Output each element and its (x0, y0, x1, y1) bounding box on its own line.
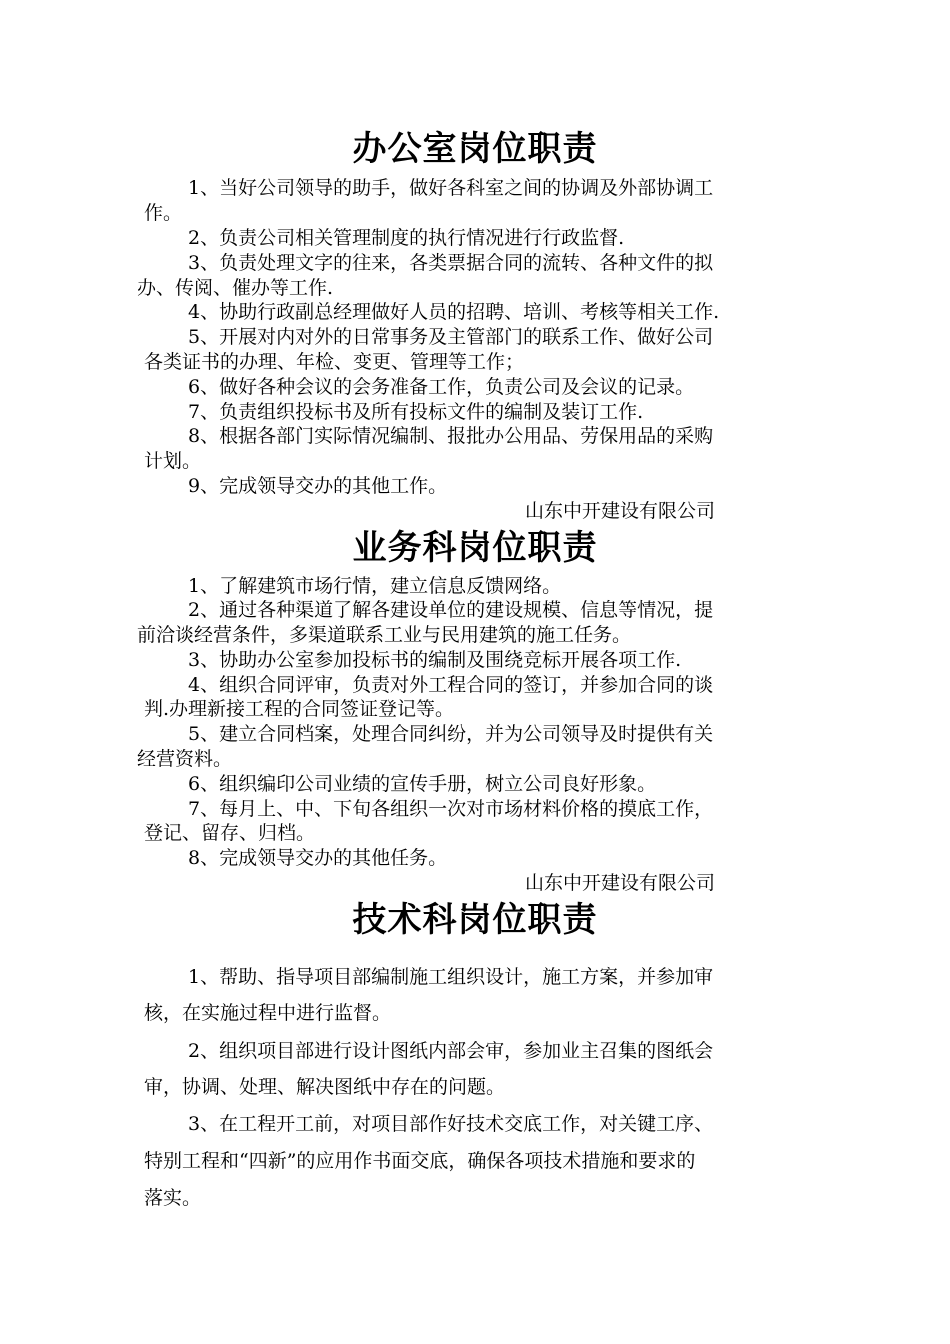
business-duty-line: 8、完成领导交办的其他任务。 (188, 847, 448, 869)
business-duty-line: 5、建立合同档案，处理合同纠纷，并为公司领导及时提供有关 (188, 723, 714, 745)
office-duty-line: 办、传阅、催办等工作. (137, 277, 334, 299)
business-duty-line: 前洽谈经营条件，多渠道联系工业与民用建筑的施工任务。 (137, 624, 632, 646)
business-duty-line: 登记、留存、归档。 (144, 822, 316, 844)
technical-duty-line: 1、帮助、指导项目部编制施工组织设计，施工方案，并参加审 (188, 966, 714, 988)
business-duty-line: 6、组织编印公司业绩的宣传手册，树立公司良好形象。 (188, 773, 657, 795)
business-duty-line: 判.办理新接工程的合同签证登记等。 (144, 698, 455, 720)
office-duty-line: 3、负责处理文字的往来，各类票据合同的流转、各种文件的拟 (188, 252, 714, 274)
business-duty-line: 3、协助办公室参加投标书的编制及围绕竞标开展各项工作. (188, 649, 682, 671)
office-duty-line: 各类证书的办理、年检、变更、管理等工作； (144, 351, 525, 373)
technical-duty-line: 2、组织项目部进行设计图纸内部会审，参加业主召集的图纸会 (188, 1040, 714, 1062)
office-duty-line: 2、负责公司相关管理制度的执行情况进行行政监督. (188, 227, 625, 249)
section-title-technical: 技术科岗位职责 (352, 900, 598, 940)
business-duty-line: 1、了解建筑市场行情，建立信息反馈网络。 (188, 575, 562, 597)
office-duty-line: 作。 (144, 202, 183, 224)
office-duty-line: 9、完成领导交办的其他工作。 (188, 475, 448, 497)
technical-duty-line: 特别工程和“四新”的应用作书面交底，确保各项技术措施和要求的 (144, 1150, 696, 1172)
section-title-office: 办公室岗位职责 (352, 129, 598, 169)
office-duty-line: 7、负责组织投标书及所有投标文件的编制及装订工作. (188, 401, 644, 423)
technical-duty-line: 3、在工程开工前，对项目部作好技术交底工作，对关键工序、 (188, 1113, 714, 1135)
business-duty-line: 2、通过各种渠道了解各建设单位的建设规模、信息等情况，提 (188, 599, 714, 621)
office-duty-line: 计划。 (144, 450, 202, 472)
office-duty-line: 4、协助行政副总经理做好人员的招聘、培训、考核等相关工作. (188, 301, 720, 323)
business-duty-line: 7、每月上、中、下旬各组织一次对市场材料价格的摸底工作， (188, 798, 714, 820)
business-duty-line: 4、组织合同评审，负责对外工程合同的签订，并参加合同的谈 (188, 674, 714, 696)
business-duty-line: 经营资料。 (137, 748, 233, 770)
office-duty-line: 5、开展对内对外的日常事务及主管部门的联系工作、做好公司 (188, 326, 714, 348)
office-duty-line: 6、做好各种会议的会务准备工作，负责公司及会议的记录。 (188, 376, 695, 398)
company-signature: 山东中开建设有限公司 (525, 872, 716, 894)
technical-duty-line: 落实。 (144, 1187, 202, 1209)
technical-duty-line: 核，在实施过程中进行监督。 (144, 1002, 392, 1024)
technical-duty-line: 审，协调、处理、解决图纸中存在的问题。 (144, 1076, 506, 1098)
section-title-business: 业务科岗位职责 (352, 528, 598, 568)
company-signature: 山东中开建设有限公司 (525, 500, 716, 522)
office-duty-line: 8、根据各部门实际情况编制、报批办公用品、劳保用品的采购 (188, 425, 714, 447)
office-duty-line: 1、当好公司领导的助手，做好各科室之间的协调及外部协调工 (188, 177, 714, 199)
